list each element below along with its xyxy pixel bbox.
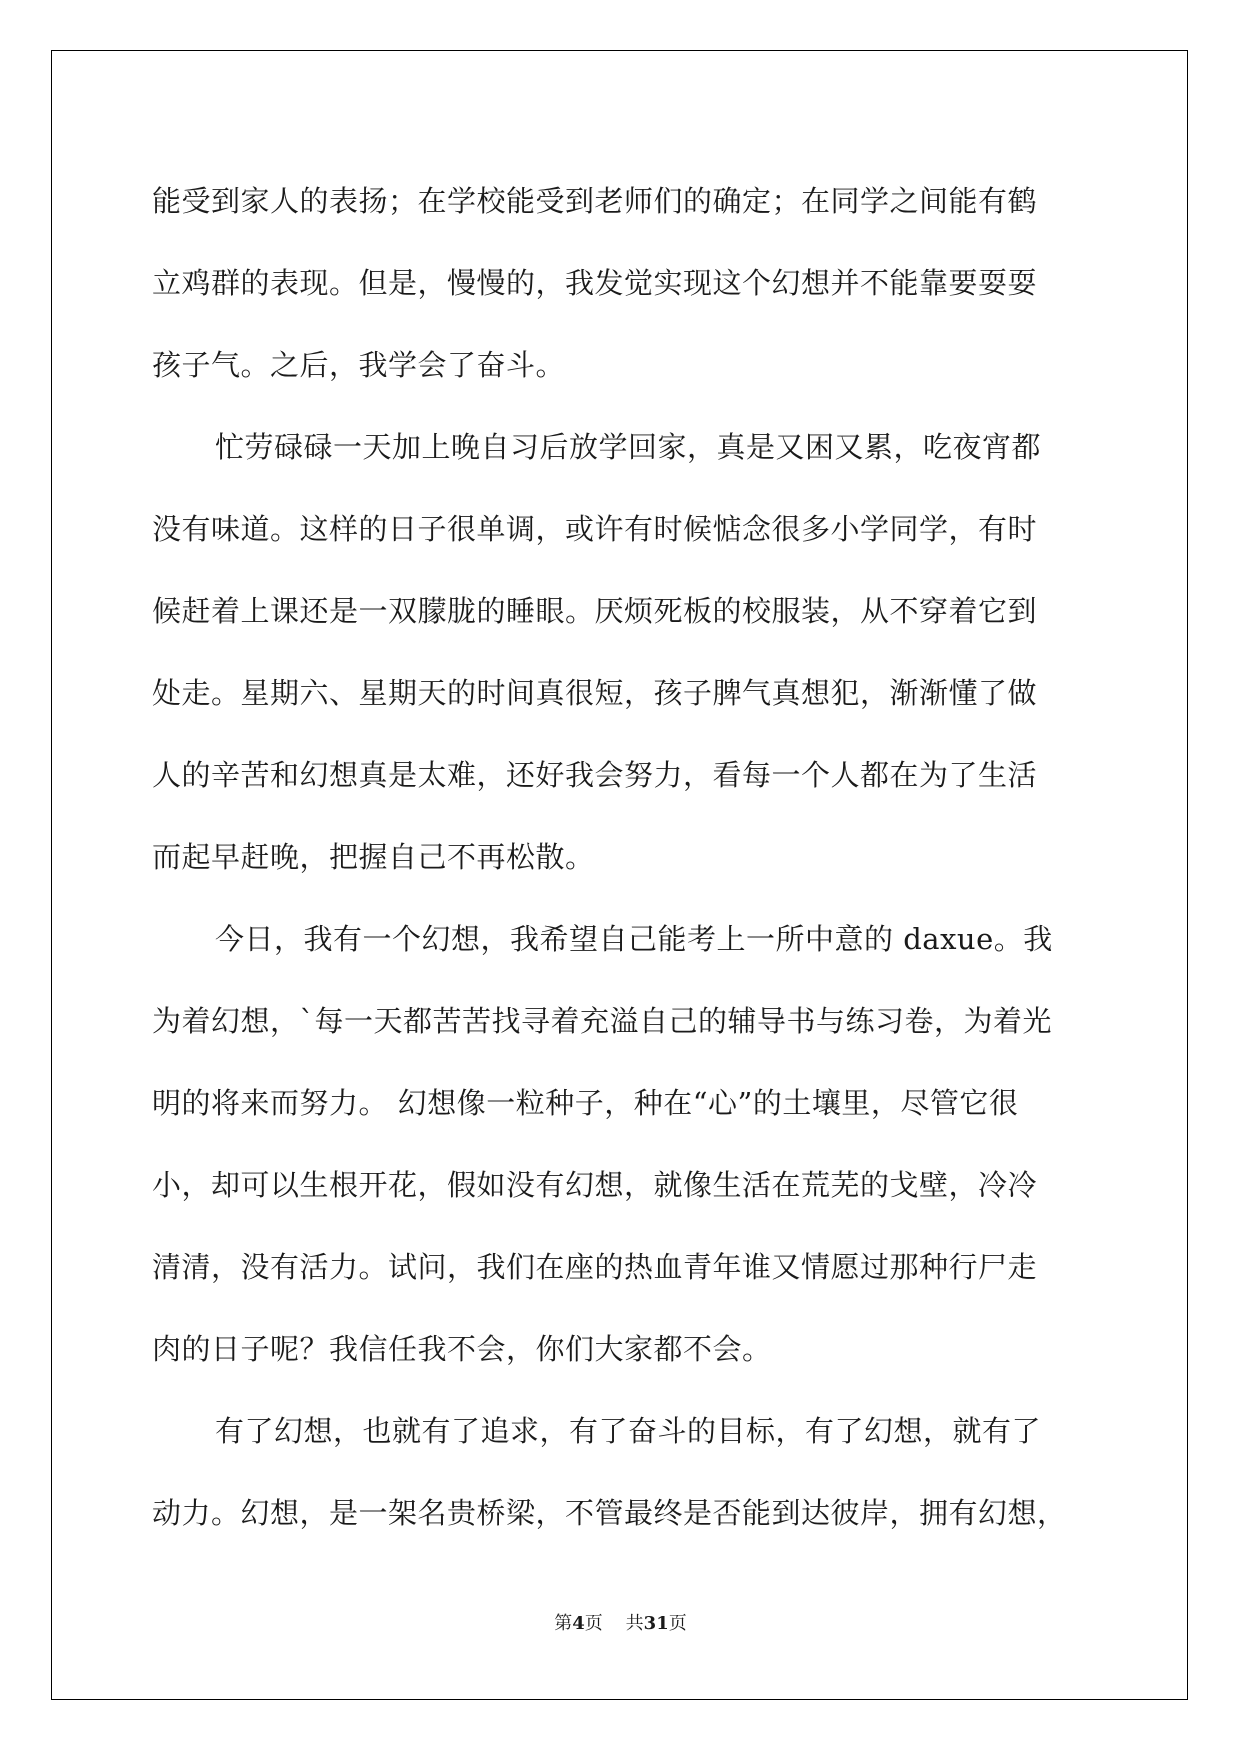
text-line: 没有味道。这样的日子很单调，或许有时候惦念很多小学同学，有时 (152, 512, 1038, 546)
page-prefix: 第 (554, 1613, 573, 1634)
page-suffix: 页 (584, 1613, 603, 1634)
text-line: 为着幻想，`每一天都苦苦找寻着充溢自己的辅导书与练习卷，为着光 (152, 1004, 1053, 1038)
text-line: 动力。幻想，是一架名贵桥梁，不管最终是否能到达彼岸，拥有幻想， (152, 1496, 1067, 1530)
text-line: 小，却可以生根开花，假如没有幻想，就像生活在荒芜的戈壁，冷冷 (152, 1168, 1038, 1202)
paragraph (152, 160, 1090, 406)
text-line: 立鸡群的表现。但是，慢慢的，我发觉实现这个幻想并不能靠要耍耍 (152, 266, 1038, 300)
text-line: 肉的日子呢？我信任我不会，你们大家都不会。 (152, 1332, 772, 1366)
paragraph (152, 406, 1090, 898)
page-footer (0, 1612, 1241, 1636)
text-line: 而起早赶晚，把握自己不再松散。 (152, 840, 595, 874)
text-line: 候赶着上课还是一双朦胧的睡眼。厌烦死板的校服装，从不穿着它到 (152, 594, 1038, 628)
text-line: 能受到家人的表扬；在学校能受到老师们的确定；在同学之间能有鹤 (152, 184, 1038, 218)
total-suffix: 页 (668, 1613, 687, 1634)
page-number: 4 (572, 1613, 585, 1634)
text-line: 今日，我有一个幻想，我希望自己能考上一所中意的 daxue。我 (215, 922, 1053, 956)
text-line: 明的将来而努力。 幻想像一粒种子，种在“心”的土壤里，尽管它很 (152, 1086, 1019, 1120)
text-line: 忙劳碌碌一天加上晚自习后放学回家，真是又困又累，吃夜宵都 (215, 430, 1042, 464)
paragraph (152, 1390, 1090, 1554)
text-line: 孩子气。之后，我学会了奋斗。 (152, 348, 566, 382)
total-pages: 31 (643, 1613, 669, 1634)
document-body (152, 160, 1090, 1554)
text-line: 清清，没有活力。试问，我们在座的热血青年谁又情愿过那种行尸走 (152, 1250, 1038, 1284)
text-line: 处走。星期六、星期天的时间真很短，孩子脾气真想犯，渐渐懂了做 (152, 676, 1038, 710)
paragraph (152, 898, 1090, 1390)
text-line: 人的辛苦和幻想真是太难，还好我会努力，看每一个人都在为了生活 (152, 758, 1038, 792)
text-line: 有了幻想，也就有了追求，有了奋斗的目标，有了幻想，就有了 (215, 1414, 1042, 1448)
total-prefix: 共 (625, 1613, 644, 1634)
